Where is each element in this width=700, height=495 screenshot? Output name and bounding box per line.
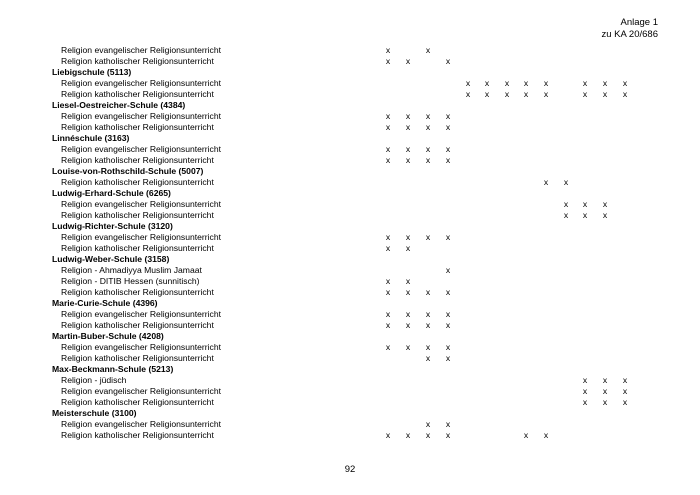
- offering-mark: x: [602, 397, 608, 407]
- school-name: Linnéschule (3163): [52, 133, 130, 143]
- subject-row: [0, 232, 700, 243]
- subject-name: Religion evangelischer Religionsunterricht: [61, 78, 222, 88]
- subject-name: Religion evangelischer Religionsunterricht: [61, 45, 222, 55]
- offering-mark: x: [385, 320, 391, 330]
- subject-row: [0, 122, 700, 133]
- offering-mark: x: [445, 155, 451, 165]
- subject-name: Religion evangelischer Religionsunterricht: [61, 144, 222, 154]
- subject-name: Religion evangelischer Religionsunterricht: [61, 199, 222, 209]
- subject-row: [0, 386, 700, 397]
- school-heading-row: [0, 100, 700, 111]
- offering-mark: x: [445, 342, 451, 352]
- offering-mark: x: [445, 419, 451, 429]
- offering-mark: x: [582, 199, 588, 209]
- offering-mark: x: [445, 111, 451, 121]
- subject-name: Religion evangelischer Religionsunterricht: [61, 342, 222, 352]
- reference-label: zu KA 20/686: [601, 29, 658, 40]
- offering-mark: x: [563, 177, 569, 187]
- offering-mark: x: [582, 386, 588, 396]
- offering-mark: x: [563, 199, 569, 209]
- offering-mark: x: [445, 309, 451, 319]
- offering-mark: x: [465, 89, 471, 99]
- subject-name: Religion evangelischer Religionsunterricht: [61, 111, 222, 121]
- school-name: Liesel-Oestreicher-Schule (4384): [52, 100, 186, 110]
- offering-mark: x: [484, 89, 490, 99]
- school-heading-row: [0, 188, 700, 199]
- subject-row: [0, 45, 700, 56]
- school-heading-row: [0, 254, 700, 265]
- school-heading-row: [0, 364, 700, 375]
- offering-mark: x: [425, 287, 431, 297]
- offering-mark: x: [582, 89, 588, 99]
- offering-mark: x: [543, 430, 549, 440]
- offering-mark: x: [543, 78, 549, 88]
- subject-row: [0, 210, 700, 221]
- subject-row: [0, 287, 700, 298]
- offering-mark: x: [602, 199, 608, 209]
- subject-row: [0, 342, 700, 353]
- offering-mark: x: [405, 144, 411, 154]
- subject-row: [0, 276, 700, 287]
- school-heading-row: [0, 133, 700, 144]
- offering-mark: x: [425, 309, 431, 319]
- offering-mark: x: [504, 89, 510, 99]
- subject-name: Religion katholischer Religionsunterricht: [61, 243, 214, 253]
- subject-name: Religion katholischer Religionsunterricht: [61, 287, 214, 297]
- subject-name: Religion katholischer Religionsunterricht: [61, 320, 214, 330]
- offering-mark: x: [405, 155, 411, 165]
- school-name: Louise-von-Rothschild-Schule (5007): [52, 166, 204, 176]
- subject-row: [0, 265, 700, 276]
- subject-name: Religion - jüdisch: [61, 375, 127, 385]
- offering-mark: x: [602, 89, 608, 99]
- offering-mark: x: [445, 232, 451, 242]
- offering-mark: x: [425, 320, 431, 330]
- subject-row: [0, 78, 700, 89]
- subject-row: [0, 56, 700, 67]
- school-name: Ludwig-Richter-Schule (3120): [52, 221, 173, 231]
- offering-mark: x: [405, 320, 411, 330]
- school-name: Marie-Curie-Schule (4396): [52, 298, 158, 308]
- offering-mark: x: [445, 144, 451, 154]
- offering-mark: x: [602, 210, 608, 220]
- subject-name: Religion katholischer Religionsunterricht: [61, 430, 214, 440]
- subject-row: [0, 89, 700, 100]
- subject-name: Religion evangelischer Religionsunterricht: [61, 419, 222, 429]
- school-heading-row: [0, 67, 700, 78]
- subject-row: [0, 397, 700, 408]
- offering-mark: x: [465, 78, 471, 88]
- subject-row: [0, 243, 700, 254]
- subject-row: [0, 177, 700, 188]
- school-name: Ludwig-Erhard-Schule (6265): [52, 188, 171, 198]
- subject-name: Religion katholischer Religionsunterricht: [61, 56, 214, 66]
- offering-mark: x: [405, 56, 411, 66]
- offering-mark: x: [602, 78, 608, 88]
- offering-mark: x: [425, 342, 431, 352]
- offering-mark: x: [563, 210, 569, 220]
- school-name: Ludwig-Weber-Schule (3158): [52, 254, 170, 264]
- subject-name: Religion katholischer Religionsunterricht: [61, 155, 214, 165]
- offering-mark: x: [425, 232, 431, 242]
- offering-mark: x: [405, 309, 411, 319]
- page-header: [601, 17, 658, 41]
- offering-mark: x: [445, 430, 451, 440]
- offering-mark: x: [425, 155, 431, 165]
- offering-mark: x: [582, 210, 588, 220]
- subject-name: Religion katholischer Religionsunterricht: [61, 353, 214, 363]
- annex-label: Anlage 1: [620, 17, 658, 28]
- subject-row: [0, 155, 700, 166]
- offering-mark: x: [602, 386, 608, 396]
- subject-name: Religion katholischer Religionsunterricht: [61, 122, 214, 132]
- offering-mark: x: [405, 287, 411, 297]
- subject-name: Religion - Ahmadiyya Muslim Jamaat: [61, 265, 202, 275]
- offering-mark: x: [405, 430, 411, 440]
- offering-mark: x: [405, 243, 411, 253]
- subject-name: Religion katholischer Religionsunterricht: [61, 89, 214, 99]
- school-heading-row: [0, 331, 700, 342]
- offering-mark: x: [385, 155, 391, 165]
- school-name: Liebigschule (5113): [52, 67, 132, 77]
- offering-mark: x: [622, 78, 628, 88]
- school-heading-row: [0, 221, 700, 232]
- offering-mark: x: [622, 375, 628, 385]
- page-number: 92: [344, 464, 356, 475]
- offering-mark: x: [523, 89, 529, 99]
- subject-row: [0, 144, 700, 155]
- offering-mark: x: [445, 320, 451, 330]
- school-heading-row: [0, 298, 700, 309]
- school-heading-row: [0, 166, 700, 177]
- offering-mark: x: [385, 56, 391, 66]
- subject-row: [0, 353, 700, 364]
- offering-mark: x: [582, 375, 588, 385]
- offering-mark: x: [385, 122, 391, 132]
- subject-name: Religion - DITIB Hessen (sunnitisch): [61, 276, 200, 286]
- subject-name: Religion evangelischer Religionsunterricht: [61, 232, 222, 242]
- offering-mark: x: [425, 353, 431, 363]
- offering-mark: x: [385, 111, 391, 121]
- offering-mark: x: [425, 111, 431, 121]
- offering-mark: x: [582, 397, 588, 407]
- subject-row: [0, 320, 700, 331]
- offering-mark: x: [445, 287, 451, 297]
- offering-mark: x: [425, 45, 431, 55]
- offering-mark: x: [425, 122, 431, 132]
- subject-row: [0, 111, 700, 122]
- offering-mark: x: [523, 430, 529, 440]
- school-religion-table: [0, 45, 700, 441]
- offering-mark: x: [425, 430, 431, 440]
- offering-mark: x: [445, 353, 451, 363]
- offering-mark: x: [602, 375, 608, 385]
- subject-row: [0, 419, 700, 430]
- subject-row: [0, 199, 700, 210]
- offering-mark: x: [405, 232, 411, 242]
- subject-row: [0, 309, 700, 320]
- offering-mark: x: [445, 265, 451, 275]
- subject-name: Religion katholischer Religionsunterricht: [61, 177, 214, 187]
- subject-name: Religion katholischer Religionsunterricht: [61, 397, 214, 407]
- offering-mark: x: [504, 78, 510, 88]
- offering-mark: x: [385, 287, 391, 297]
- offering-mark: x: [425, 419, 431, 429]
- subject-row: [0, 375, 700, 386]
- offering-mark: x: [622, 397, 628, 407]
- offering-mark: x: [543, 89, 549, 99]
- offering-mark: x: [622, 89, 628, 99]
- subject-name: Religion katholischer Religionsunterricht: [61, 210, 214, 220]
- offering-mark: x: [405, 342, 411, 352]
- offering-mark: x: [622, 386, 628, 396]
- subject-name: Religion evangelischer Religionsunterricht: [61, 309, 222, 319]
- subject-row: [0, 430, 700, 441]
- offering-mark: x: [405, 276, 411, 286]
- offering-mark: x: [385, 243, 391, 253]
- offering-mark: x: [385, 276, 391, 286]
- offering-mark: x: [445, 56, 451, 66]
- school-name: Meisterschule (3100): [52, 408, 137, 418]
- offering-mark: x: [582, 78, 588, 88]
- offering-mark: x: [445, 122, 451, 132]
- offering-mark: x: [385, 45, 391, 55]
- offering-mark: x: [385, 232, 391, 242]
- subject-name: Religion evangelischer Religionsunterricht: [61, 386, 222, 396]
- offering-mark: x: [405, 111, 411, 121]
- school-name: Martin-Buber-Schule (4208): [52, 331, 164, 341]
- offering-mark: x: [405, 122, 411, 132]
- offering-mark: x: [523, 78, 529, 88]
- offering-mark: x: [385, 430, 391, 440]
- offering-mark: x: [385, 144, 391, 154]
- offering-mark: x: [425, 144, 431, 154]
- offering-mark: x: [385, 309, 391, 319]
- offering-mark: x: [385, 342, 391, 352]
- school-name: Max-Beckmann-Schule (5213): [52, 364, 174, 374]
- offering-mark: x: [543, 177, 549, 187]
- school-heading-row: [0, 408, 700, 419]
- offering-mark: x: [484, 78, 490, 88]
